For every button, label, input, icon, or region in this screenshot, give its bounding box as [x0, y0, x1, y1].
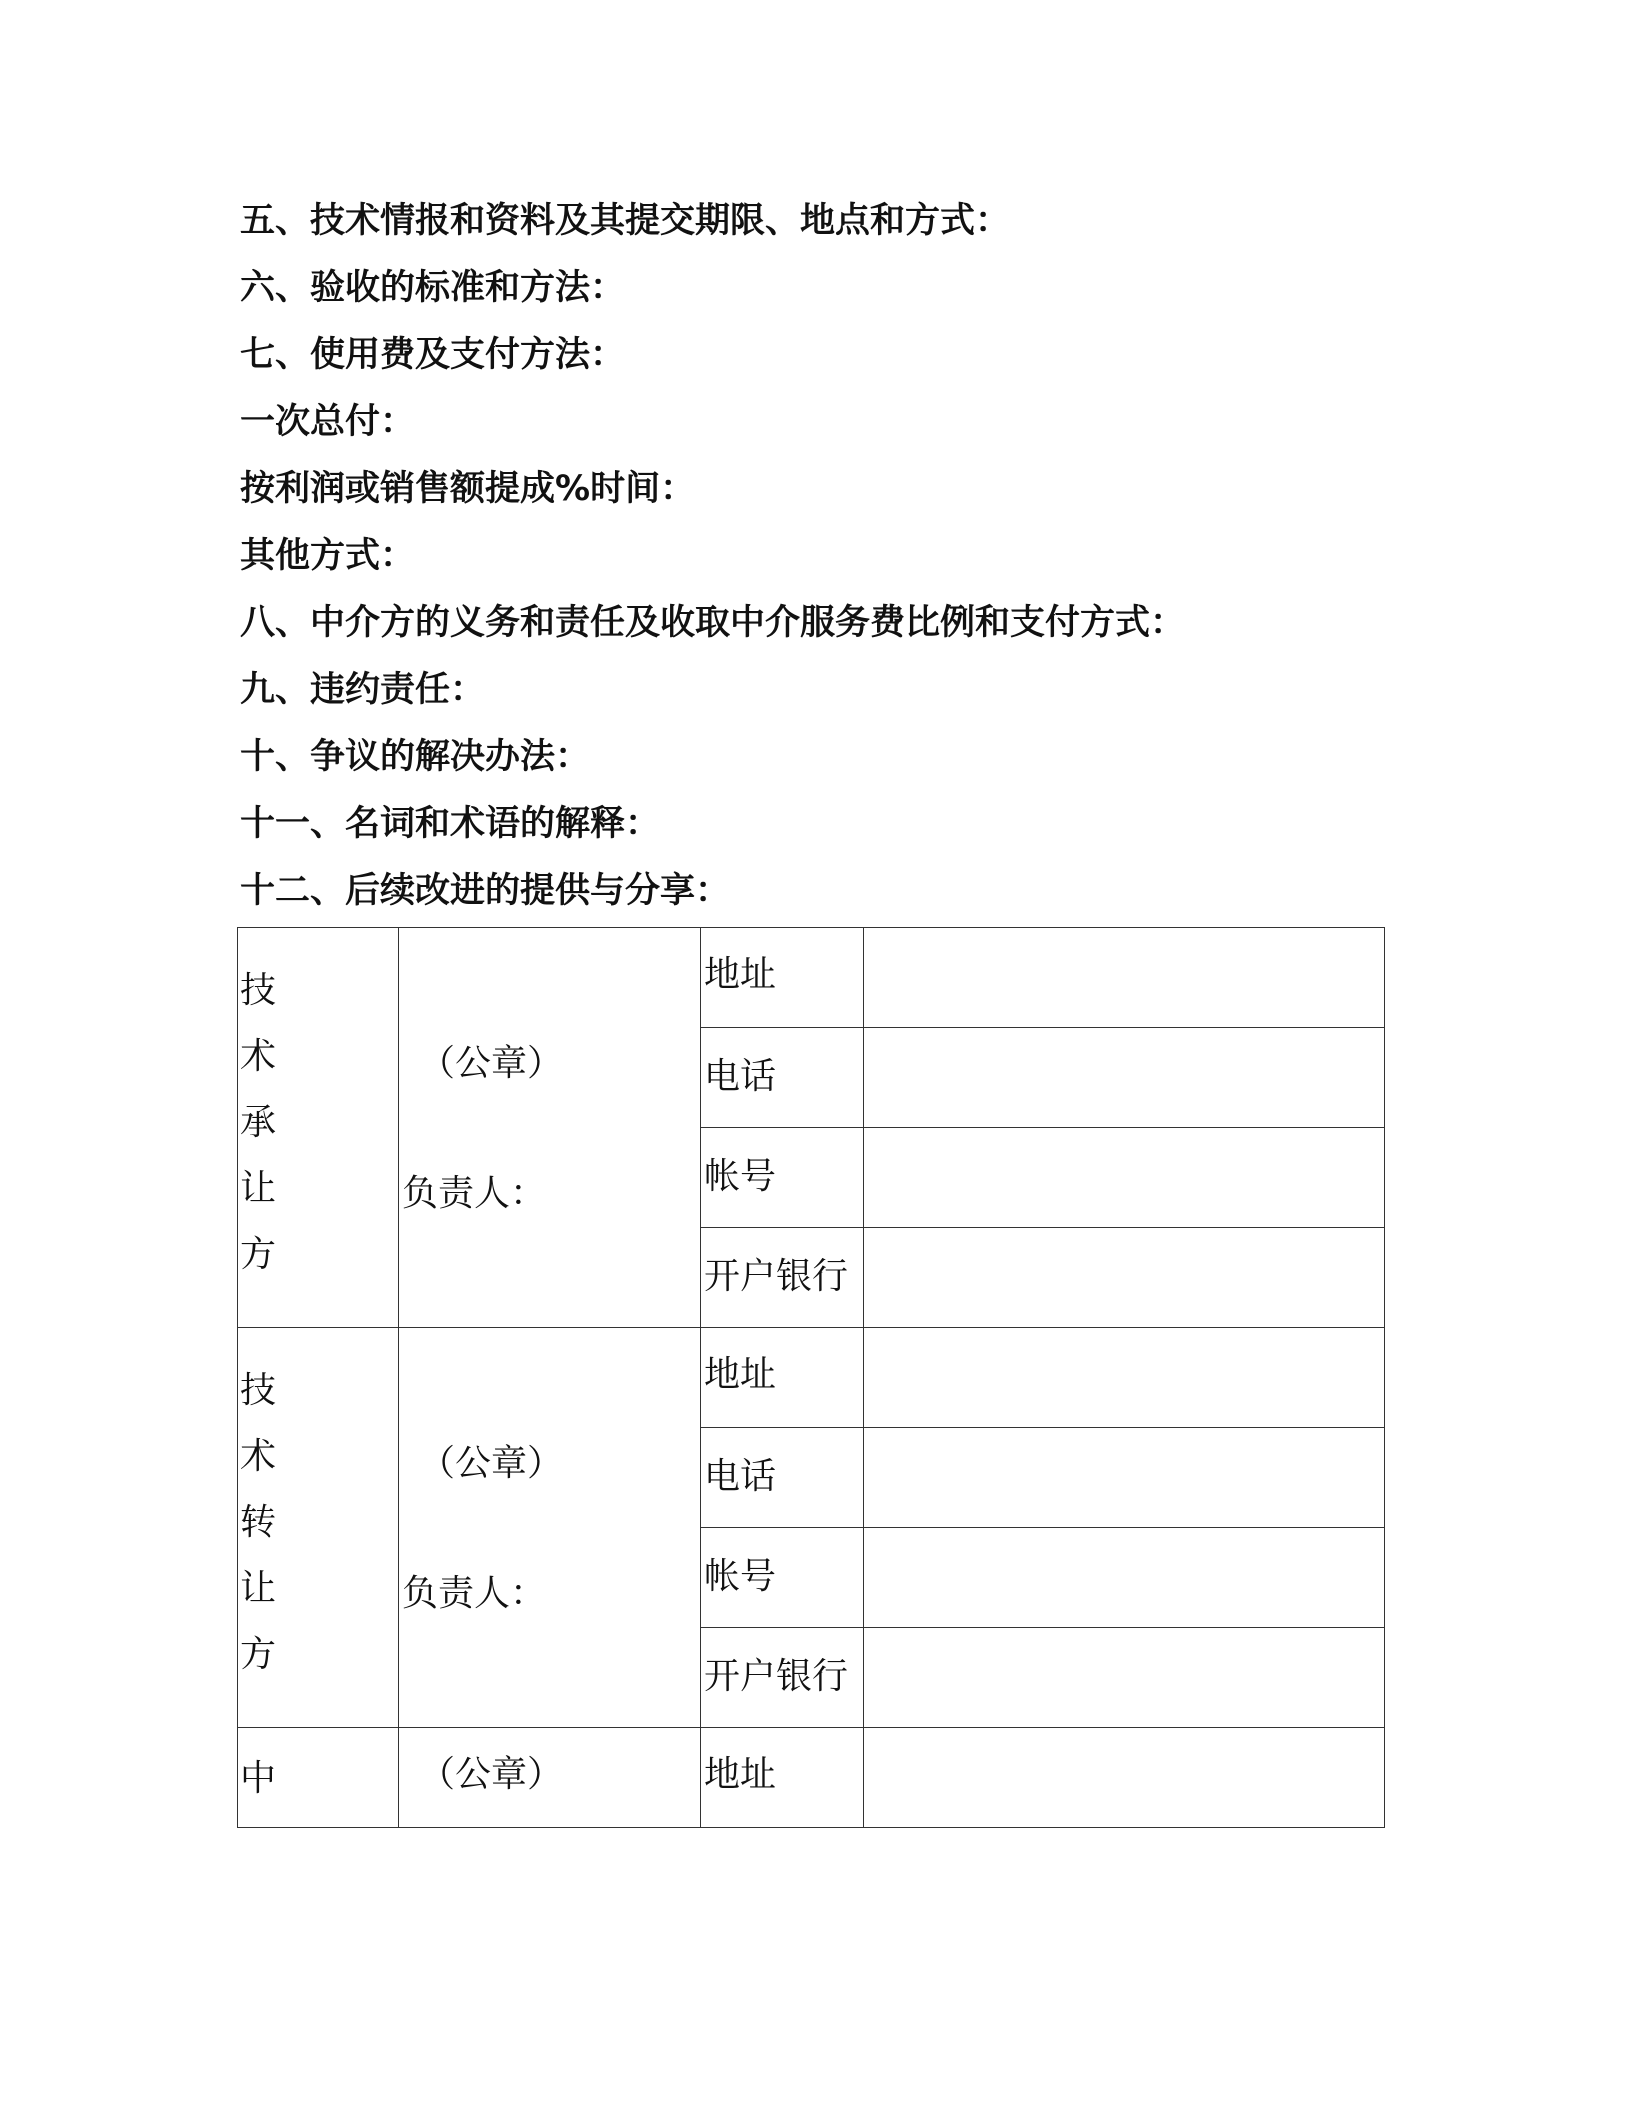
phone-value-cell[interactable]	[864, 1028, 1385, 1128]
clause-12: 十二、后续改进的提供与分享：	[240, 871, 731, 911]
bank-label: 开户银行	[701, 1228, 864, 1328]
party-name-char: 方	[240, 1234, 277, 1275]
phone-label: 电话	[701, 1028, 864, 1128]
address-label: 地址	[701, 1728, 864, 1828]
party-name-char: 技	[240, 1370, 277, 1411]
responsible-person-label: 负责人：	[402, 1573, 547, 1614]
bank-label: 开户银行	[701, 1628, 864, 1728]
party-name-char: 技	[240, 970, 277, 1011]
party-name-cell-intermediary	[238, 1728, 399, 1828]
address-value-cell[interactable]	[864, 1328, 1385, 1428]
party-name-char: 术	[240, 1036, 277, 1077]
seal-cell-transferor	[399, 1328, 701, 1728]
account-label: 帐号	[701, 1528, 864, 1628]
table-row	[238, 1728, 1385, 1828]
seal-label: （公章）	[419, 1443, 564, 1484]
seal-cell-intermediary	[399, 1728, 701, 1828]
phone-label: 电话	[701, 1428, 864, 1528]
clause-7: 七、使用费及支付方法：	[240, 335, 626, 375]
party-name-cell-transferor	[238, 1328, 399, 1728]
bank-value-cell[interactable]	[864, 1628, 1385, 1728]
party-name-cell-transferee	[238, 928, 399, 1328]
address-label: 地址	[701, 928, 864, 1028]
party-name-char: 中	[240, 1758, 277, 1799]
address-value-cell[interactable]	[864, 928, 1385, 1028]
bank-value-cell[interactable]	[864, 1228, 1385, 1328]
seal-label: （公章）	[419, 1754, 564, 1795]
address-value-cell[interactable]	[864, 1728, 1385, 1828]
party-name-char: 转	[240, 1502, 277, 1543]
seal-cell-transferee	[399, 928, 701, 1328]
clause-7-other: 其他方式：	[240, 536, 416, 576]
party-name-char: 让	[240, 1168, 277, 1209]
address-label: 地址	[701, 1328, 864, 1428]
party-name-char: 承	[240, 1102, 277, 1143]
party-name-char: 让	[240, 1568, 277, 1609]
clause-6: 六、验收的标准和方法：	[240, 268, 626, 308]
table-row	[238, 1328, 1385, 1428]
responsible-person-label: 负责人：	[402, 1173, 547, 1214]
clause-7-lump-sum: 一次总付：	[240, 402, 416, 442]
party-name-char: 术	[240, 1436, 277, 1477]
contract-clauses	[240, 192, 1440, 929]
clause-11: 十一、名词和术语的解释：	[240, 804, 661, 844]
clause-7-royalty: 按利润或销售额提成%时间：	[240, 469, 696, 509]
phone-value-cell[interactable]	[864, 1428, 1385, 1528]
signature-table	[237, 927, 1385, 1828]
account-label: 帐号	[701, 1128, 864, 1228]
clause-5: 五、技术情报和资料及其提交期限、地点和方式：	[240, 201, 1011, 241]
table-row	[238, 928, 1385, 1028]
clause-8: 八、中介方的义务和责任及收取中介服务费比例和支付方式：	[240, 603, 1186, 643]
account-value-cell[interactable]	[864, 1128, 1385, 1228]
seal-label: （公章）	[419, 1043, 564, 1084]
clause-10: 十、争议的解决办法：	[240, 737, 591, 777]
account-value-cell[interactable]	[864, 1528, 1385, 1628]
clause-9: 九、违约责任：	[240, 670, 486, 710]
party-name-char: 方	[240, 1634, 277, 1675]
